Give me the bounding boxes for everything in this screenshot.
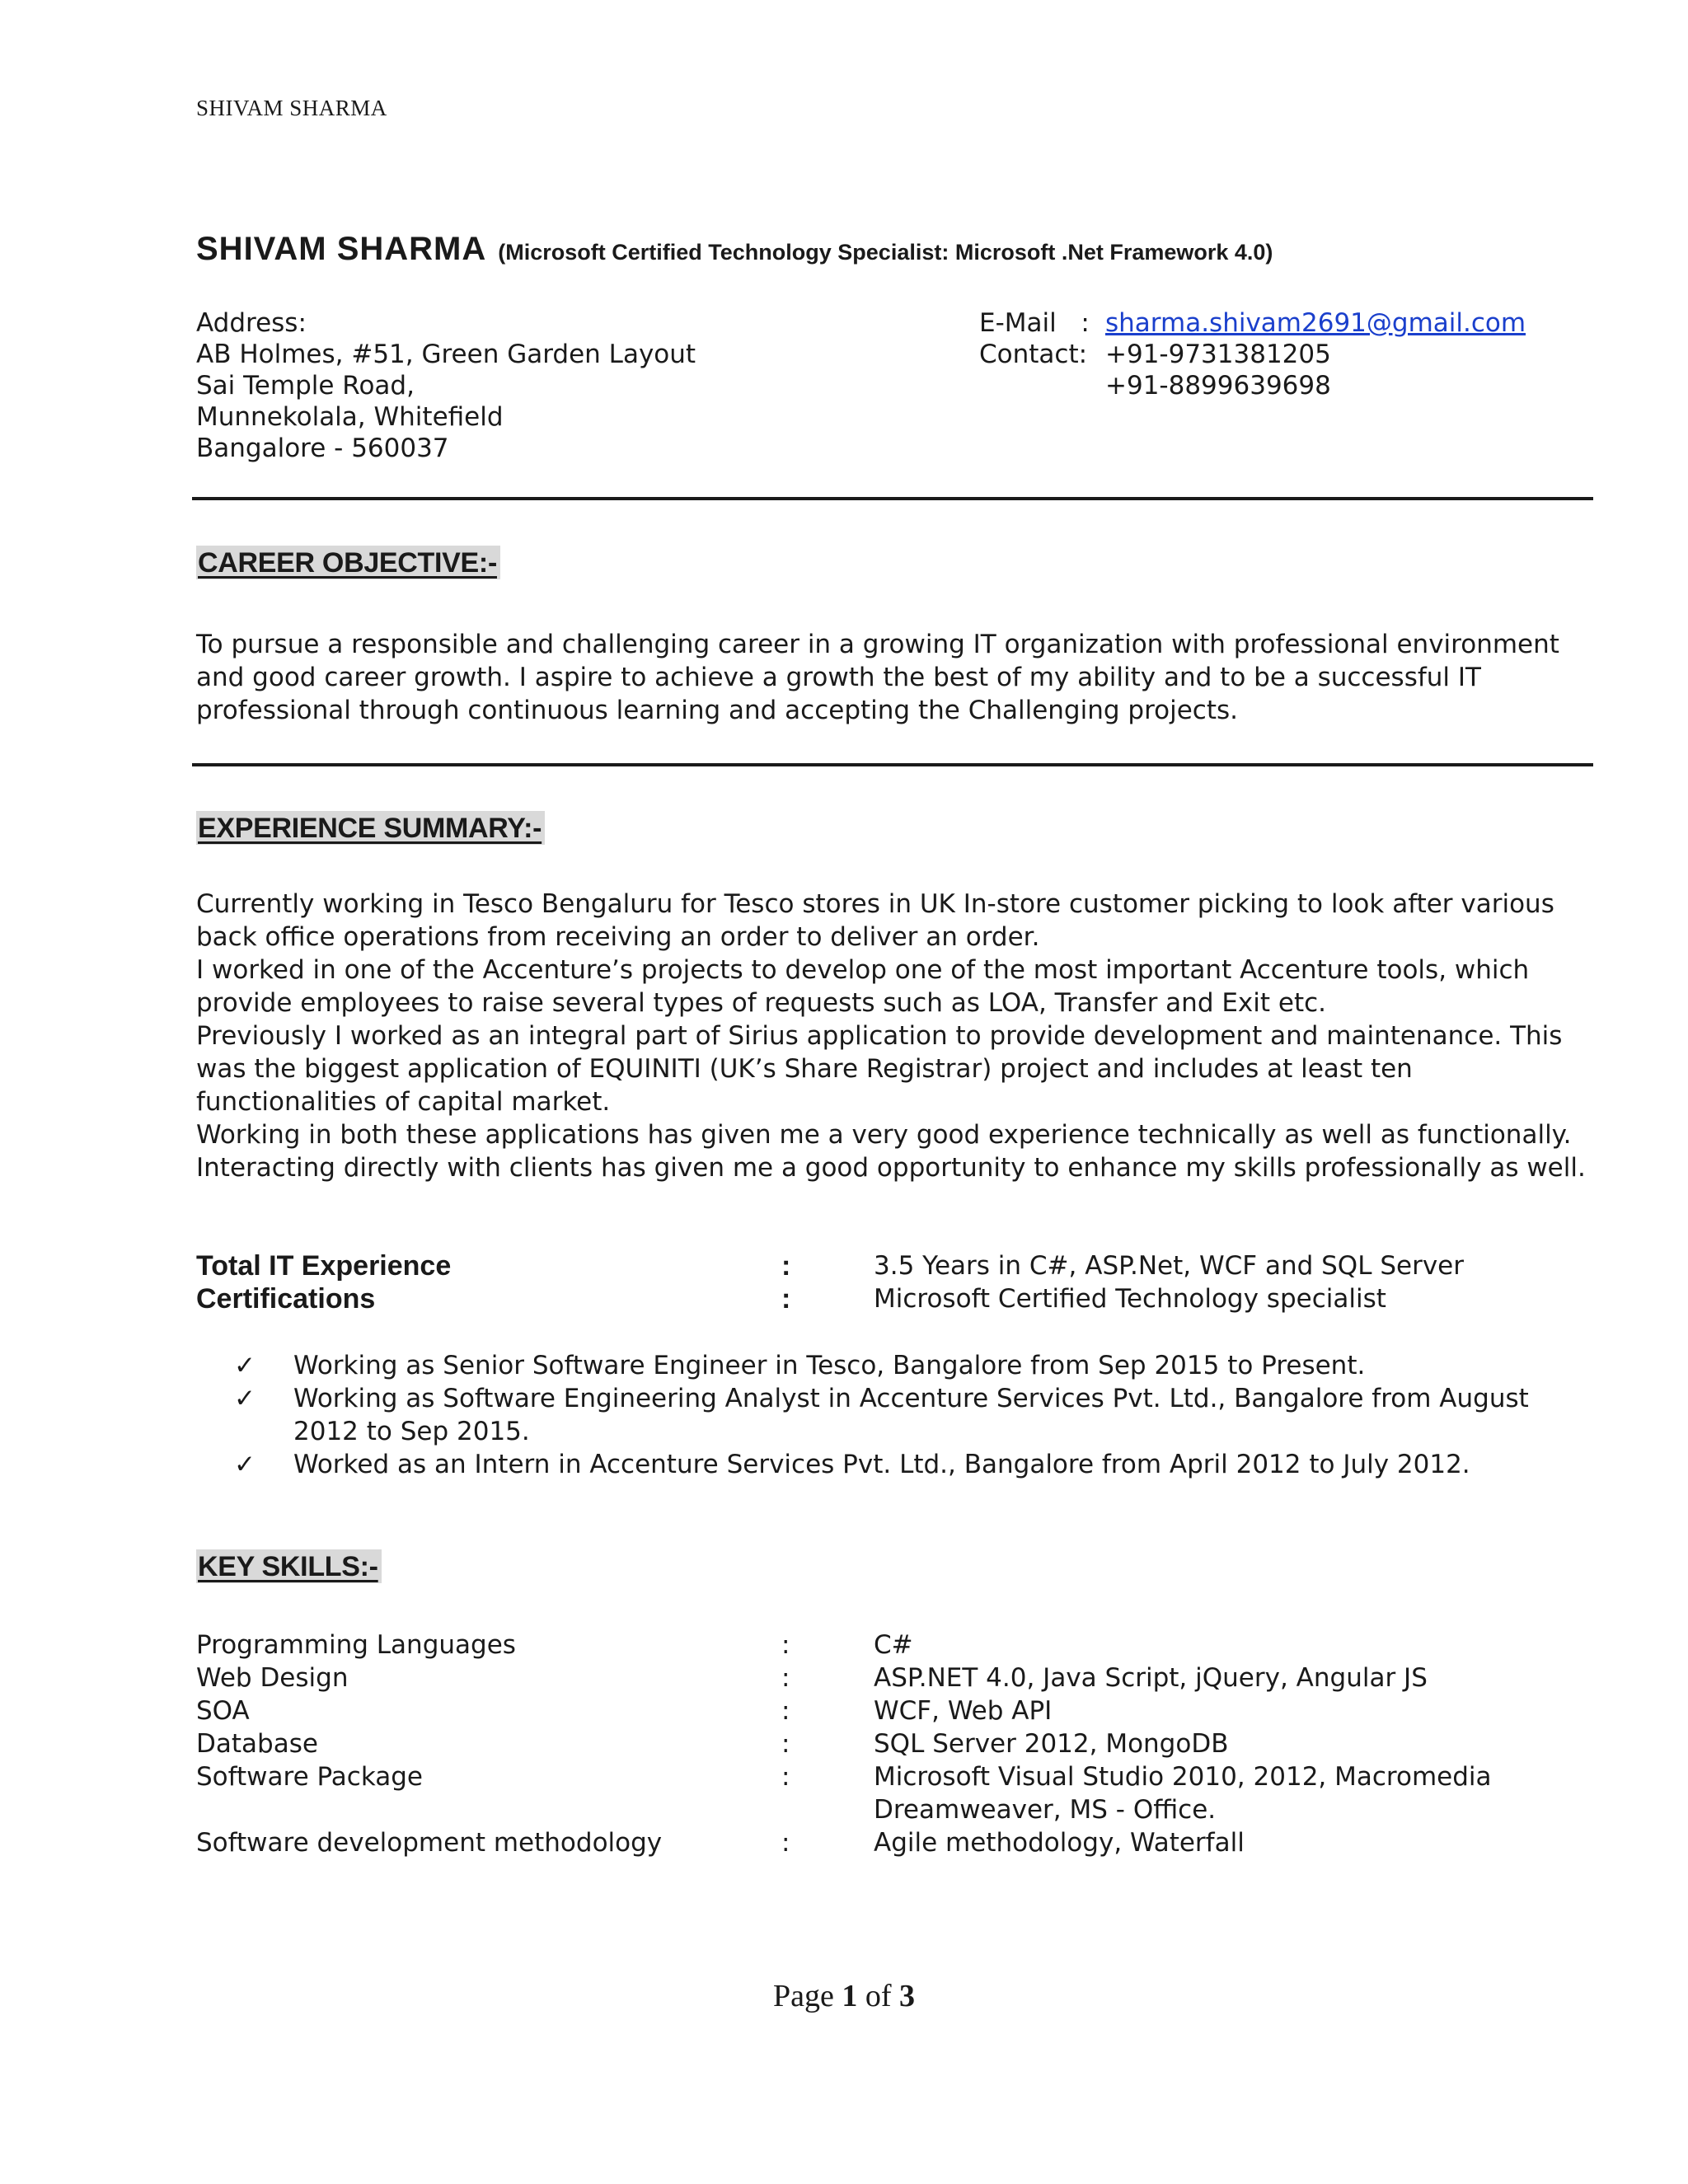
- fact-row-certifications: [196, 1282, 1566, 1315]
- skill-row: [196, 1727, 1566, 1760]
- skill-row: [196, 1760, 1566, 1826]
- address-line: Bangalore - 560037: [196, 434, 449, 463]
- email-label-group: [979, 307, 1105, 339]
- list-item: [196, 1349, 1597, 1382]
- fact-separator: :: [781, 1283, 791, 1315]
- check-icon: ✓: [234, 1351, 256, 1380]
- skill-key: Web Design: [196, 1663, 349, 1693]
- section-divider: [192, 763, 1593, 766]
- phone-label: Contact:: [979, 340, 1088, 369]
- experience-summary-heading: EXPERIENCE SUMMARY:-: [196, 811, 545, 845]
- phone-primary: +91-9731381205: [1105, 340, 1331, 369]
- phone-secondary: +91-8899639698: [1105, 371, 1331, 401]
- skill-value: ASP.NET 4.0, Java Script, jQuery, Angular JS: [874, 1663, 1428, 1693]
- email-label: E-Mail: [979, 308, 1057, 338]
- page-footer: [0, 1978, 1688, 2014]
- skill-separator: :: [781, 1630, 790, 1660]
- skill-value: C#: [874, 1630, 913, 1660]
- skill-key: Programming Languages: [196, 1630, 516, 1660]
- address-line: AB Holmes, #51, Green Garden Layout: [196, 340, 696, 369]
- total-page-number: 3: [899, 1979, 916, 2013]
- skill-separator: :: [781, 1729, 790, 1759]
- skill-key: SOA: [196, 1696, 250, 1726]
- phone-row-secondary: [979, 370, 1526, 401]
- skill-separator: :: [781, 1828, 790, 1858]
- address-block: [196, 307, 696, 464]
- running-header: SHIVAM SHARMA: [196, 96, 387, 120]
- career-objective-paragraph: To pursue a responsible and challenging career in a growing IT organization with professional environment and good career growth. I aspire to achieve a growth the best of my ability and to be a successful IT professional through continuous learning and accepting the Challenging projects.: [196, 630, 1559, 725]
- skill-value: Agile methodology, Waterfall: [874, 1828, 1245, 1858]
- skill-row: [196, 1629, 1566, 1661]
- skill-key: Database: [196, 1729, 318, 1759]
- candidate-name: SHIVAM SHARMA: [196, 231, 487, 267]
- list-item: [196, 1382, 1597, 1448]
- career-objective-text: [196, 628, 1597, 727]
- email-separator: :: [1081, 308, 1090, 338]
- fact-key: Certifications: [196, 1283, 376, 1315]
- skill-key: Software development methodology: [196, 1828, 663, 1858]
- skill-row: [196, 1826, 1566, 1859]
- current-page-number: 1: [842, 1979, 858, 2013]
- address-line: Sai Temple Road,: [196, 371, 415, 401]
- phone-row: [979, 339, 1526, 370]
- experience-paragraph: Currently working in Tesco Bengaluru for Tesco stores in UK In-store customer picking to look after various back office operations from receiving an order to deliver an order.: [196, 889, 1554, 952]
- fact-value: Microsoft Certified Technology specialist: [874, 1284, 1386, 1314]
- fact-key: Total IT Experience: [196, 1250, 452, 1282]
- list-item: [196, 1448, 1597, 1481]
- work-history-list: [196, 1349, 1597, 1481]
- fact-separator: :: [781, 1250, 791, 1282]
- of-word: of: [865, 1979, 892, 2013]
- skill-row: [196, 1694, 1566, 1727]
- skill-value: SQL Server 2012, MongoDB: [874, 1729, 1229, 1759]
- section-divider: [192, 497, 1593, 500]
- email-row: [979, 307, 1526, 339]
- skill-value: Microsoft Visual Studio 2010, 2012, Macromedia Dreamweaver, MS - Office.: [874, 1762, 1492, 1825]
- skill-key: Software Package: [196, 1762, 424, 1792]
- experience-paragraph: Working in both these applications has given me a very good experience technically as well as functionally. Interacting directly with clients has given me a good opportunity to enhance my skills professionally as well.: [196, 1120, 1586, 1183]
- check-icon: ✓: [234, 1384, 256, 1413]
- experience-paragraph: Previously I worked as an integral part of Sirius application to provide development and maintenance. This was the biggest application of EQUINITI (UK’s Share Registrar) project and includes at least ten functionalities of capital market.: [196, 1021, 1563, 1117]
- name-line: [196, 231, 1273, 268]
- key-skills-heading: KEY SKILLS:-: [196, 1549, 382, 1583]
- history-text: Worked as an Intern in Accenture Services Pvt. Ltd., Bangalore from April 2012 to July 2012.: [293, 1450, 1470, 1479]
- page-word: Page: [772, 1979, 834, 2013]
- contact-block: [979, 307, 1526, 401]
- history-text: Working as Senior Software Engineer in Tesco, Bangalore from Sep 2015 to Present.: [293, 1351, 1366, 1380]
- history-text: Working as Software Engineering Analyst in Accenture Services Pvt. Ltd., Bangalore from August 2012 to Sep 2015.: [293, 1384, 1529, 1446]
- certification-title: (Microsoft Certified Technology Specialist: Microsoft .Net Framework 4.0): [498, 240, 1273, 265]
- check-icon: ✓: [234, 1450, 256, 1479]
- skill-value: WCF, Web API: [874, 1696, 1053, 1726]
- skill-separator: :: [781, 1663, 790, 1693]
- experience-paragraph: I worked in one of the Accenture’s projects to develop one of the most important Accenture tools, which provide employees to raise several types of requests such as LOA, Transfer and Exit etc.: [196, 955, 1530, 1018]
- email-link[interactable]: sharma.shivam2691@gmail.com: [1105, 308, 1526, 338]
- fact-row-experience: [196, 1249, 1566, 1282]
- career-objective-heading: CAREER OBJECTIVE:-: [196, 546, 500, 579]
- experience-summary-text: [196, 888, 1597, 1184]
- skill-separator: :: [781, 1696, 790, 1726]
- skill-row: [196, 1661, 1566, 1694]
- skill-separator: :: [781, 1762, 790, 1792]
- address-label: Address:: [196, 308, 307, 338]
- fact-value: 3.5 Years in C#, ASP.Net, WCF and SQL Server: [874, 1251, 1464, 1281]
- address-line: Munnekolala, Whitefield: [196, 402, 504, 432]
